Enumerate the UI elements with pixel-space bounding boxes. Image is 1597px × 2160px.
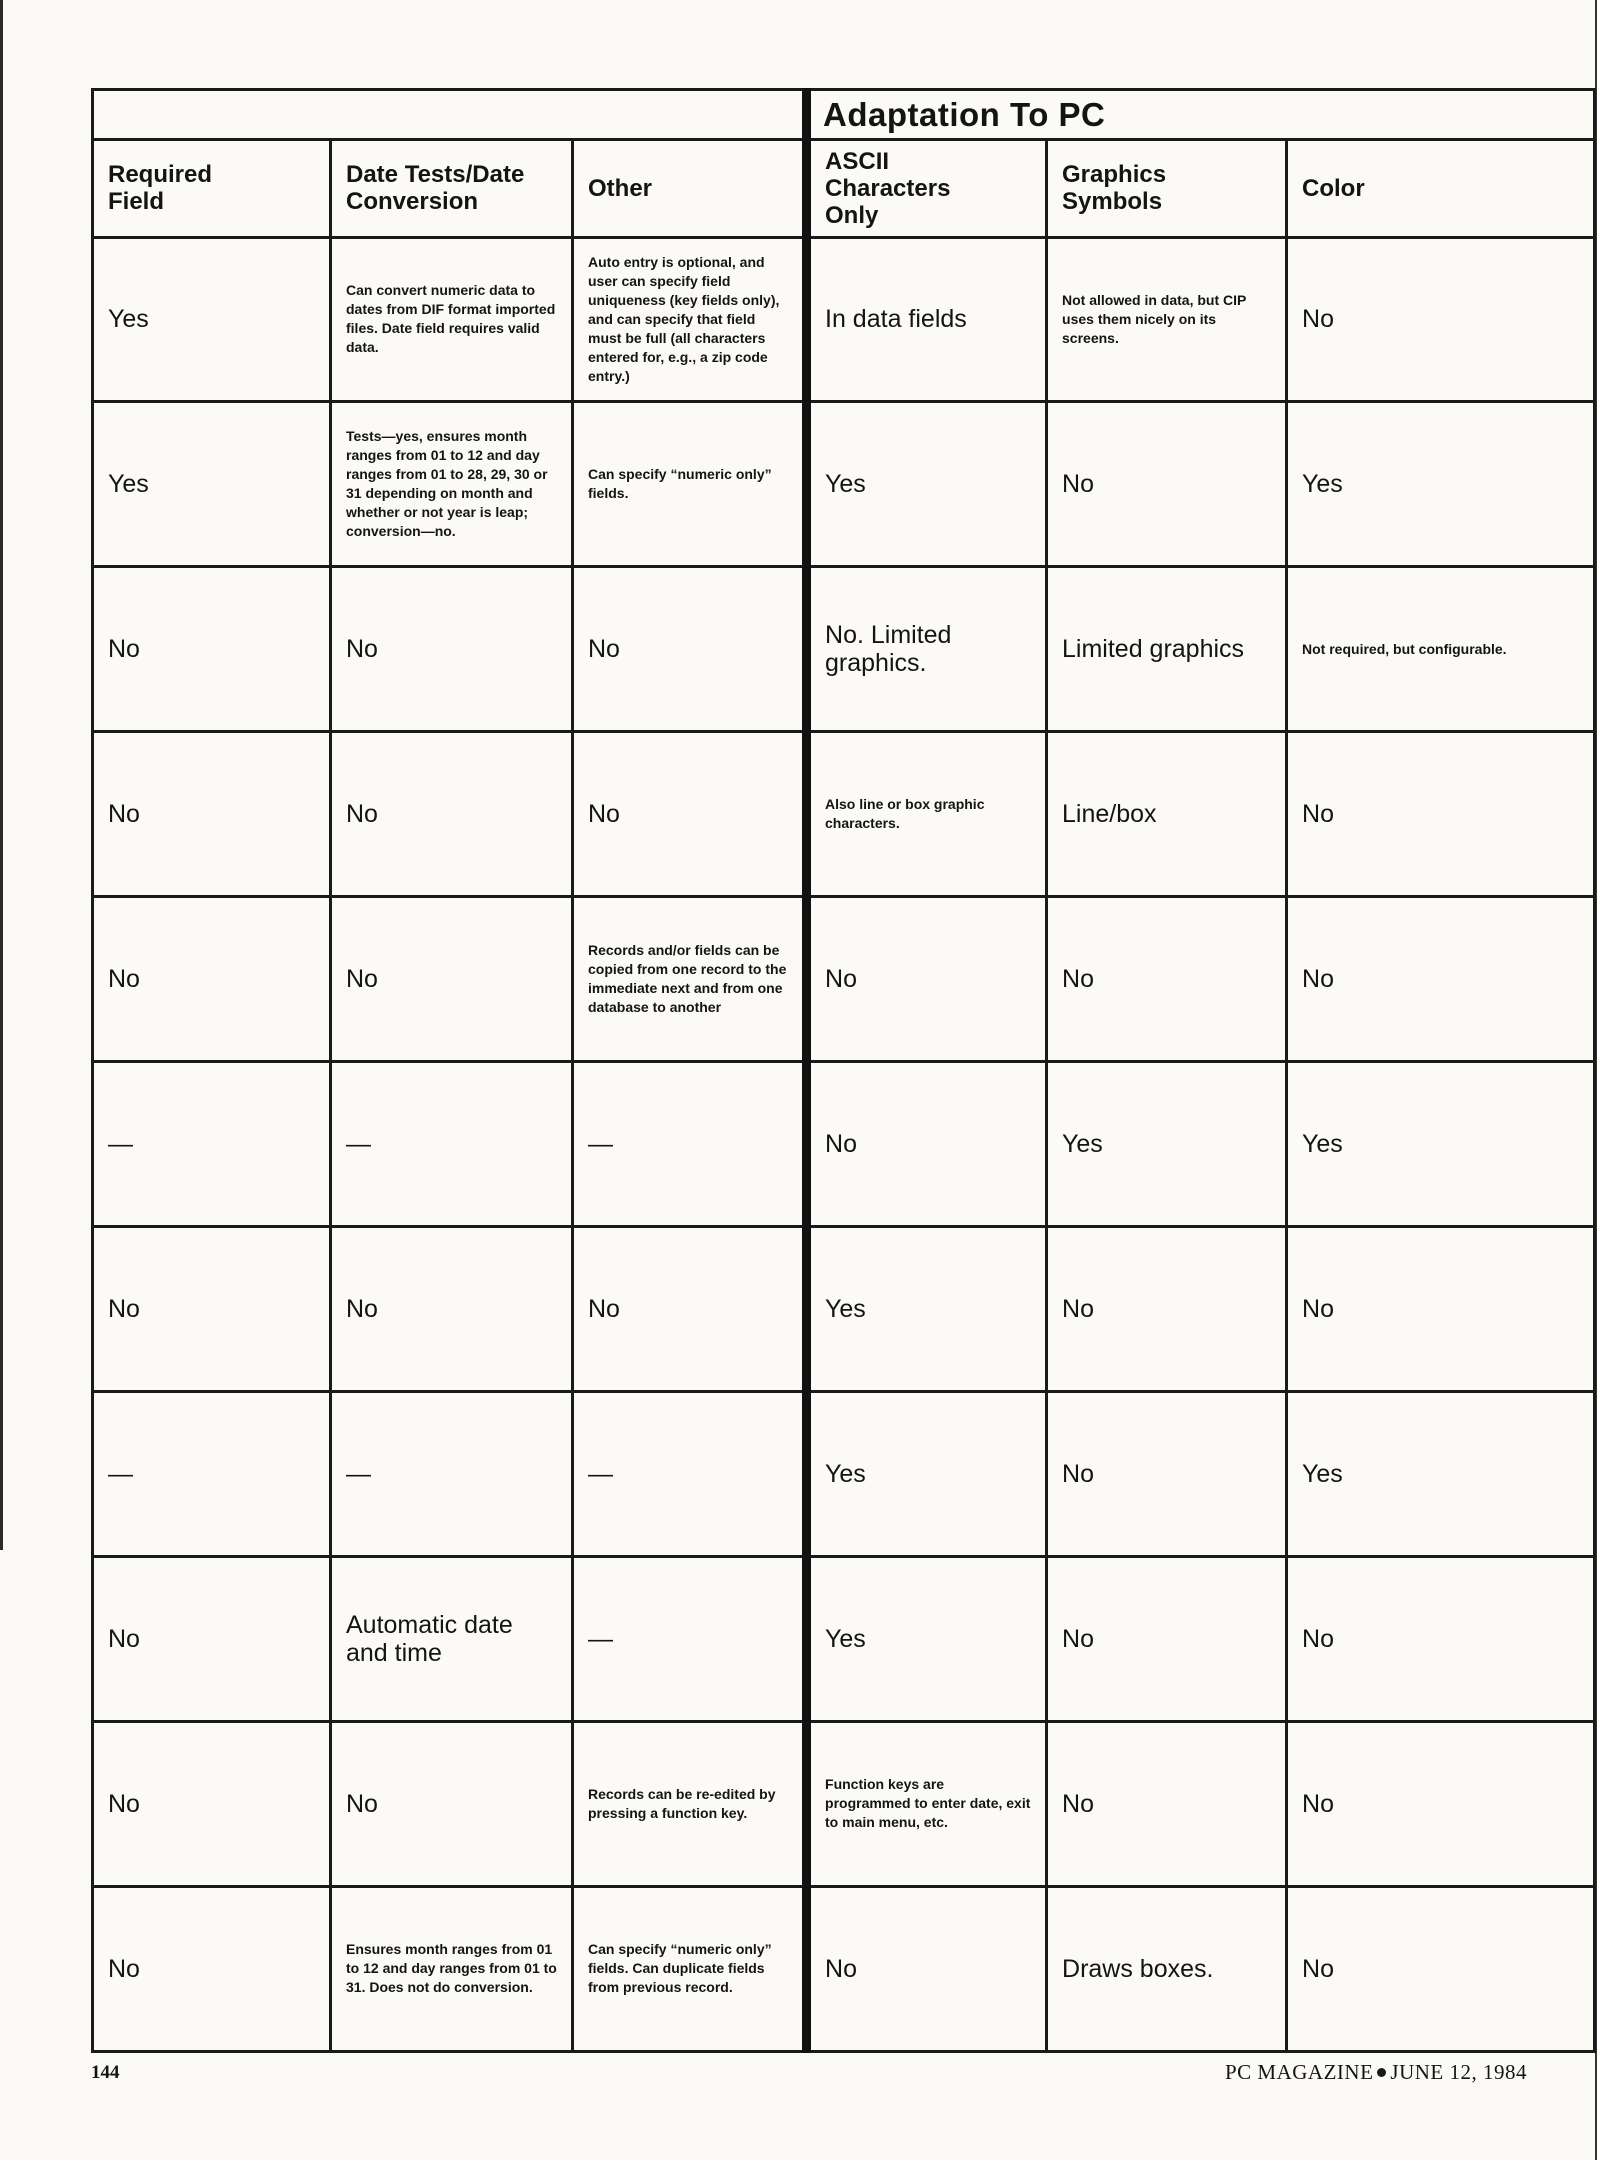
cell-required-field: No	[93, 1886, 331, 2051]
cell-ascii-only: Yes	[807, 1557, 1047, 1722]
cell-other: —	[573, 1062, 807, 1227]
bullet-separator	[1377, 2068, 1386, 2077]
cell-other: No	[573, 567, 807, 732]
header-ascii-only: ASCII Characters Only	[807, 140, 1047, 237]
cell-required-field: No	[93, 1227, 331, 1392]
cell-required-field: —	[93, 1392, 331, 1557]
cell-ascii-only: Yes	[807, 1227, 1047, 1392]
table-row	[93, 567, 1595, 732]
cell-graphics-symbols: No	[1047, 1392, 1287, 1557]
cell-color: Yes	[1287, 1062, 1595, 1227]
cell-graphics-symbols: Draws boxes.	[1047, 1886, 1287, 2051]
table-row	[93, 732, 1595, 897]
cell-color: Not required, but configurable.	[1287, 567, 1595, 732]
group-title-adaptation: Adaptation To PC	[807, 90, 1595, 140]
header-other: Other	[573, 140, 807, 237]
cell-graphics-symbols: No	[1047, 1557, 1287, 1722]
cell-date-tests: Can convert numeric data to dates from DIF format imported files. Date field requires valid data.	[331, 237, 573, 402]
cell-date-tests: —	[331, 1062, 573, 1227]
cell-ascii-only: No. Limited graphics.	[807, 567, 1047, 732]
cell-date-tests: No	[331, 1721, 573, 1886]
cell-ascii-only: No	[807, 897, 1047, 1062]
cell-ascii-only: No	[807, 1062, 1047, 1227]
column-header-row	[93, 140, 1595, 237]
table-row	[93, 897, 1595, 1062]
cell-ascii-only: In data fields	[807, 237, 1047, 402]
cell-other: No	[573, 732, 807, 897]
cell-required-field: Yes	[93, 402, 331, 567]
cell-ascii-only: Yes	[807, 402, 1047, 567]
cell-other: No	[573, 1227, 807, 1392]
cell-required-field: No	[93, 1557, 331, 1722]
table-row	[93, 1557, 1595, 1722]
cell-date-tests: No	[331, 732, 573, 897]
cell-graphics-symbols: Not allowed in data, but CIP uses them nicely on its screens.	[1047, 237, 1287, 402]
footer-masthead	[1225, 2060, 1527, 2085]
cell-required-field: No	[93, 732, 331, 897]
cell-required-field: No	[93, 897, 331, 1062]
cell-ascii-only: Yes	[807, 1392, 1047, 1557]
table-row	[93, 1392, 1595, 1557]
cell-other: Can specify “numeric only” fields.	[573, 402, 807, 567]
cell-color: No	[1287, 732, 1595, 897]
cell-date-tests: No	[331, 897, 573, 1062]
cell-other: —	[573, 1392, 807, 1557]
cell-other: Can specify “numeric only” fields. Can duplicate fields from previous record.	[573, 1886, 807, 2051]
table-row	[93, 402, 1595, 567]
magazine-name: PC MAGAZINE	[1224, 2060, 1374, 2084]
cell-color: Yes	[1287, 402, 1595, 567]
comparison-table	[91, 88, 1596, 2053]
cell-required-field: No	[93, 1721, 331, 1886]
cell-graphics-symbols: No	[1047, 1227, 1287, 1392]
cell-graphics-symbols: No	[1047, 897, 1287, 1062]
cell-other: Records can be re-edited by pressing a function key.	[573, 1721, 807, 1886]
cell-ascii-only: Also line or box graphic characters.	[807, 732, 1047, 897]
header-required-field: Required Field	[93, 140, 331, 237]
cell-graphics-symbols: Limited graphics	[1047, 567, 1287, 732]
comparison-table-wrapper	[91, 88, 1593, 2053]
table-row	[93, 1721, 1595, 1886]
group-header-row	[93, 90, 1595, 140]
cell-color: No	[1287, 1886, 1595, 2051]
cell-date-tests: No	[331, 567, 573, 732]
page-number: 144	[91, 2062, 120, 2083]
cell-ascii-only: No	[807, 1886, 1047, 2051]
cell-ascii-only: Function keys are programmed to enter date, exit to main menu, etc.	[807, 1721, 1047, 1886]
cell-graphics-symbols: No	[1047, 1721, 1287, 1886]
table-row	[93, 1062, 1595, 1227]
cell-color: Yes	[1287, 1392, 1595, 1557]
cell-other: Auto entry is optional, and user can specify field uniqueness (key fields only), and can specify that field must be full (all characters entered for, e.g., a zip code entry.)	[573, 237, 807, 402]
table-row	[93, 237, 1595, 402]
issue-date: JUNE 12, 1984	[1390, 2060, 1527, 2084]
cell-color: No	[1287, 1557, 1595, 1722]
cell-color: No	[1287, 897, 1595, 1062]
header-graphics-symbols: Graphics Symbols	[1047, 140, 1287, 237]
cell-required-field: No	[93, 567, 331, 732]
cell-color: No	[1287, 1227, 1595, 1392]
cell-date-tests: Tests—yes, ensures month ranges from 01 to 12 and day ranges from 01 to 28, 29, 30 or 31 depending on month and whether or not year is leap; conversion—no.	[331, 402, 573, 567]
cell-date-tests: No	[331, 1227, 573, 1392]
cell-color: No	[1287, 237, 1595, 402]
cell-other: Records and/or fields can be copied from one record to the immediate next and from one database to another	[573, 897, 807, 1062]
cell-required-field: Yes	[93, 237, 331, 402]
table-row	[93, 1227, 1595, 1392]
cell-date-tests: —	[331, 1392, 573, 1557]
cell-required-field: —	[93, 1062, 331, 1227]
header-color: Color	[1287, 140, 1595, 237]
table-row	[93, 1886, 1595, 2051]
header-date-tests: Date Tests/Date Conversion	[331, 140, 573, 237]
cell-other: —	[573, 1557, 807, 1722]
group-header-blank	[93, 90, 807, 140]
cell-color: No	[1287, 1721, 1595, 1886]
cell-date-tests: Ensures month ranges from 01 to 12 and day ranges from 01 to 31. Does not do conversion.	[331, 1886, 573, 2051]
cell-graphics-symbols: No	[1047, 402, 1287, 567]
cell-graphics-symbols: Yes	[1047, 1062, 1287, 1227]
cell-date-tests: Automatic date and time	[331, 1557, 573, 1722]
page-edge-left	[0, 0, 3, 1550]
cell-graphics-symbols: Line/box	[1047, 732, 1287, 897]
